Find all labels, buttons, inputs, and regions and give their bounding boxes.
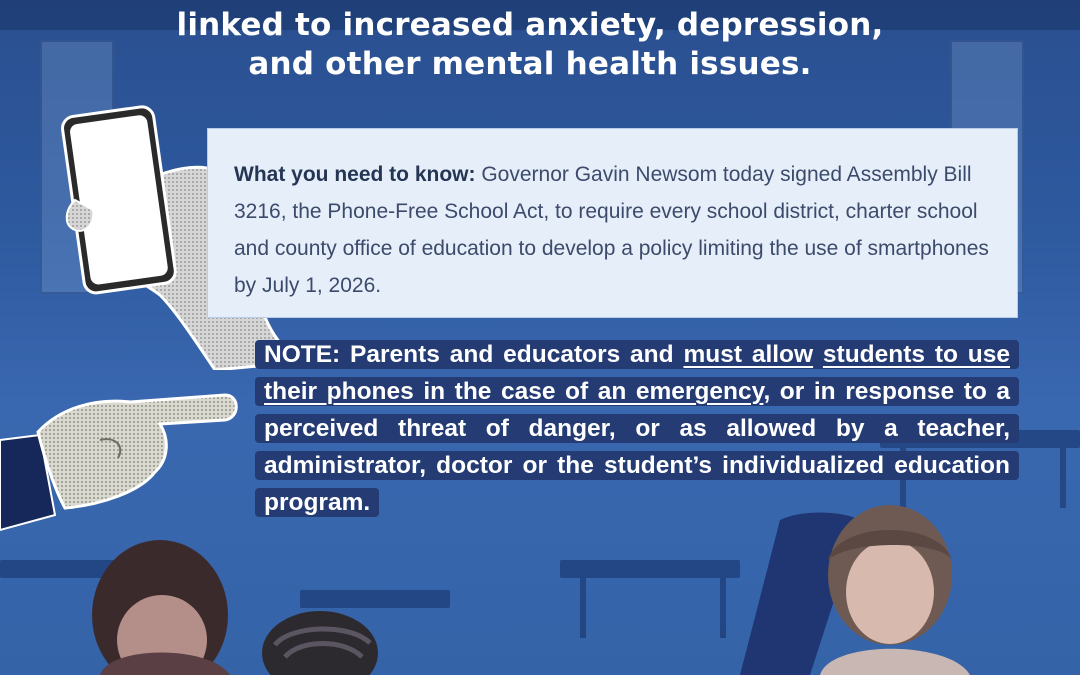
headline [150,2,910,84]
info-lead: What you need to know: [234,163,476,186]
student-photo-right [740,500,980,675]
note-box [255,336,1019,521]
headline-line-2: and other mental health issues. [248,46,812,82]
classroom-desk-leg [580,578,586,638]
info-text [234,156,993,304]
note-space [813,341,823,368]
headline-line-1: linked to increased anxiety, depression, [176,7,884,43]
info-body: Governor Gavin Newsom today signed Assembly Bill 3216, the Phone-Free School Act, to require every school district, charter school and county office of education to develop a policy limiting the use of smartphones by July 1, 2026. [234,163,989,297]
note-underline-must-allow: must allow [683,341,814,368]
note-underline-emergency: students to use their phones in the case of an emergency [264,341,1010,405]
students-photo-left [70,535,400,675]
note-suffix: , or in response to a perceived threat of danger, or as allowed by a teacher, administrator, doctor or the student’s individualized education program. [264,378,1010,516]
classroom-desk-leg [720,578,726,638]
info-box [207,128,1018,318]
note-prefix: NOTE: Parents and educators and [264,341,684,368]
classroom-desk [560,560,740,578]
pointing-hand-icon [0,380,245,540]
note-text [255,340,1019,517]
classroom-desk-leg [1060,448,1066,508]
